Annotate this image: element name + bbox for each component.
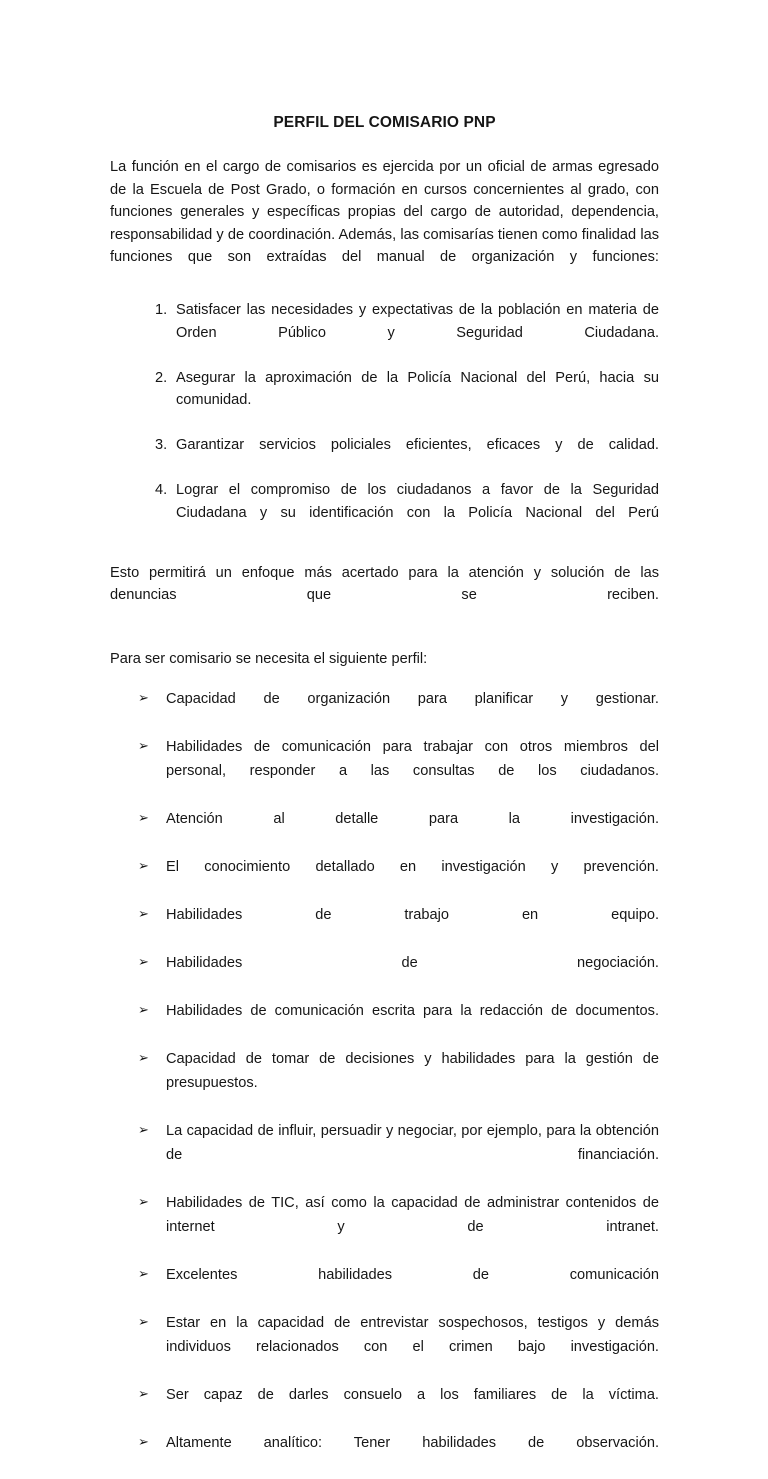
list-item-text: Capacidad de organización para planificar y gestionar.	[166, 690, 659, 707]
list-item	[138, 1191, 659, 1263]
list-item-text: Habilidades de comunicación para trabajar con otros miembros del personal, responder a las consultas de los ciudadanos.	[166, 738, 659, 779]
list-item	[138, 1263, 659, 1311]
profile-lead-in: Para ser comisario se necesita el siguiente perfil:	[110, 651, 428, 668]
list-item	[155, 434, 659, 479]
list-item	[138, 1047, 659, 1119]
page-title: PERFIL DEL COMISARIO PNP	[273, 114, 496, 131]
arrow-bullet-icon: ➢	[138, 810, 149, 826]
list-item-text: Satisfacer las necesidades y expectativas de la población en materia de Orden Público y Seguridad Ciudadana.	[176, 302, 659, 341]
list-item-text: La capacidad de influir, persuadir y negociar, por ejemplo, para la obtención de financiación.	[166, 1122, 659, 1163]
list-item	[138, 735, 659, 807]
list-item-text: Habilidades de TIC, así como la capacidad de administrar contenidos de internet y de intranet.	[166, 1194, 659, 1235]
arrow-bullet-icon: ➢	[138, 1050, 149, 1066]
list-item	[155, 367, 659, 435]
arrow-bullet-icon: ➢	[138, 1266, 149, 1282]
arrow-bullet-icon: ➢	[138, 1386, 149, 1402]
list-item	[138, 1119, 659, 1191]
list-item	[155, 479, 659, 547]
arrow-bullet-icon: ➢	[138, 1002, 149, 1018]
arrow-bullet-icon: ➢	[138, 690, 149, 706]
list-item-text: Ser capaz de darles consuelo a los familiares de la víctima.	[166, 1386, 659, 1403]
intro-paragraph: La función en el cargo de comisarios es ejercida por un oficial de armas egresado de la Escuela de Post Grado, o formación en cursos concernientes al grado, con funciones generales y específicas propias del cargo de autoridad, dependencia, responsabilidad y de coordinación. Además, las comisarías tienen como finalidad las funciones que son extraídas del manual de organización y funciones:	[110, 159, 659, 266]
list-item	[138, 1383, 659, 1431]
objectives-numbered-list	[110, 299, 659, 547]
list-item	[138, 687, 659, 735]
list-item-text: Asegurar la aproximación de la Policía Nacional del Perú, hacia su comunidad.	[176, 369, 659, 409]
list-item	[138, 855, 659, 903]
profile-bullet-list	[110, 687, 659, 1479]
document-body	[110, 0, 659, 1479]
arrow-bullet-icon: ➢	[138, 858, 149, 874]
list-item-text: Habilidades de negociación.	[166, 954, 659, 971]
list-item-text: Capacidad de tomar de decisiones y habilidades para la gestión de presupuestos.	[166, 1050, 659, 1091]
list-item	[138, 1431, 659, 1479]
paragraph-after-list: Esto permitirá un enfoque más acertado para la atención y solución de las denuncias que se reciben.	[110, 564, 659, 604]
list-item-text: Excelentes habilidades de comunicación	[166, 1266, 659, 1283]
arrow-bullet-icon: ➢	[138, 1434, 149, 1450]
list-item-text: Habilidades de trabajo en equipo.	[166, 906, 659, 923]
arrow-bullet-icon: ➢	[138, 1314, 149, 1330]
arrow-bullet-icon: ➢	[138, 1194, 149, 1210]
arrow-bullet-icon: ➢	[138, 1122, 149, 1138]
arrow-bullet-icon: ➢	[138, 954, 149, 970]
list-item	[138, 1311, 659, 1383]
list-item	[138, 951, 659, 999]
list-item	[138, 903, 659, 951]
list-item-text: Altamente analítico: Tener habilidades de observación.	[166, 1434, 659, 1451]
list-item-text: Atención al detalle para la investigación.	[166, 810, 659, 827]
list-item-text: Estar en la capacidad de entrevistar sospechosos, testigos y demás individuos relacionados con el crimen bajo investigación.	[166, 1314, 659, 1355]
list-item-text: Habilidades de comunicación escrita para la redacción de documentos.	[166, 1002, 659, 1019]
list-item-text: Garantizar servicios policiales eficientes, eficaces y de calidad.	[176, 437, 659, 454]
list-item	[155, 299, 659, 367]
arrow-bullet-icon: ➢	[138, 738, 149, 754]
list-item-text: El conocimiento detallado en investigación y prevención.	[166, 858, 659, 875]
list-item	[138, 999, 659, 1047]
list-item	[138, 807, 659, 855]
list-item-text: Lograr el compromiso de los ciudadanos a favor de la Seguridad Ciudadana y su identificación con la Policía Nacional del Perú	[176, 482, 659, 521]
arrow-bullet-icon: ➢	[138, 906, 149, 922]
